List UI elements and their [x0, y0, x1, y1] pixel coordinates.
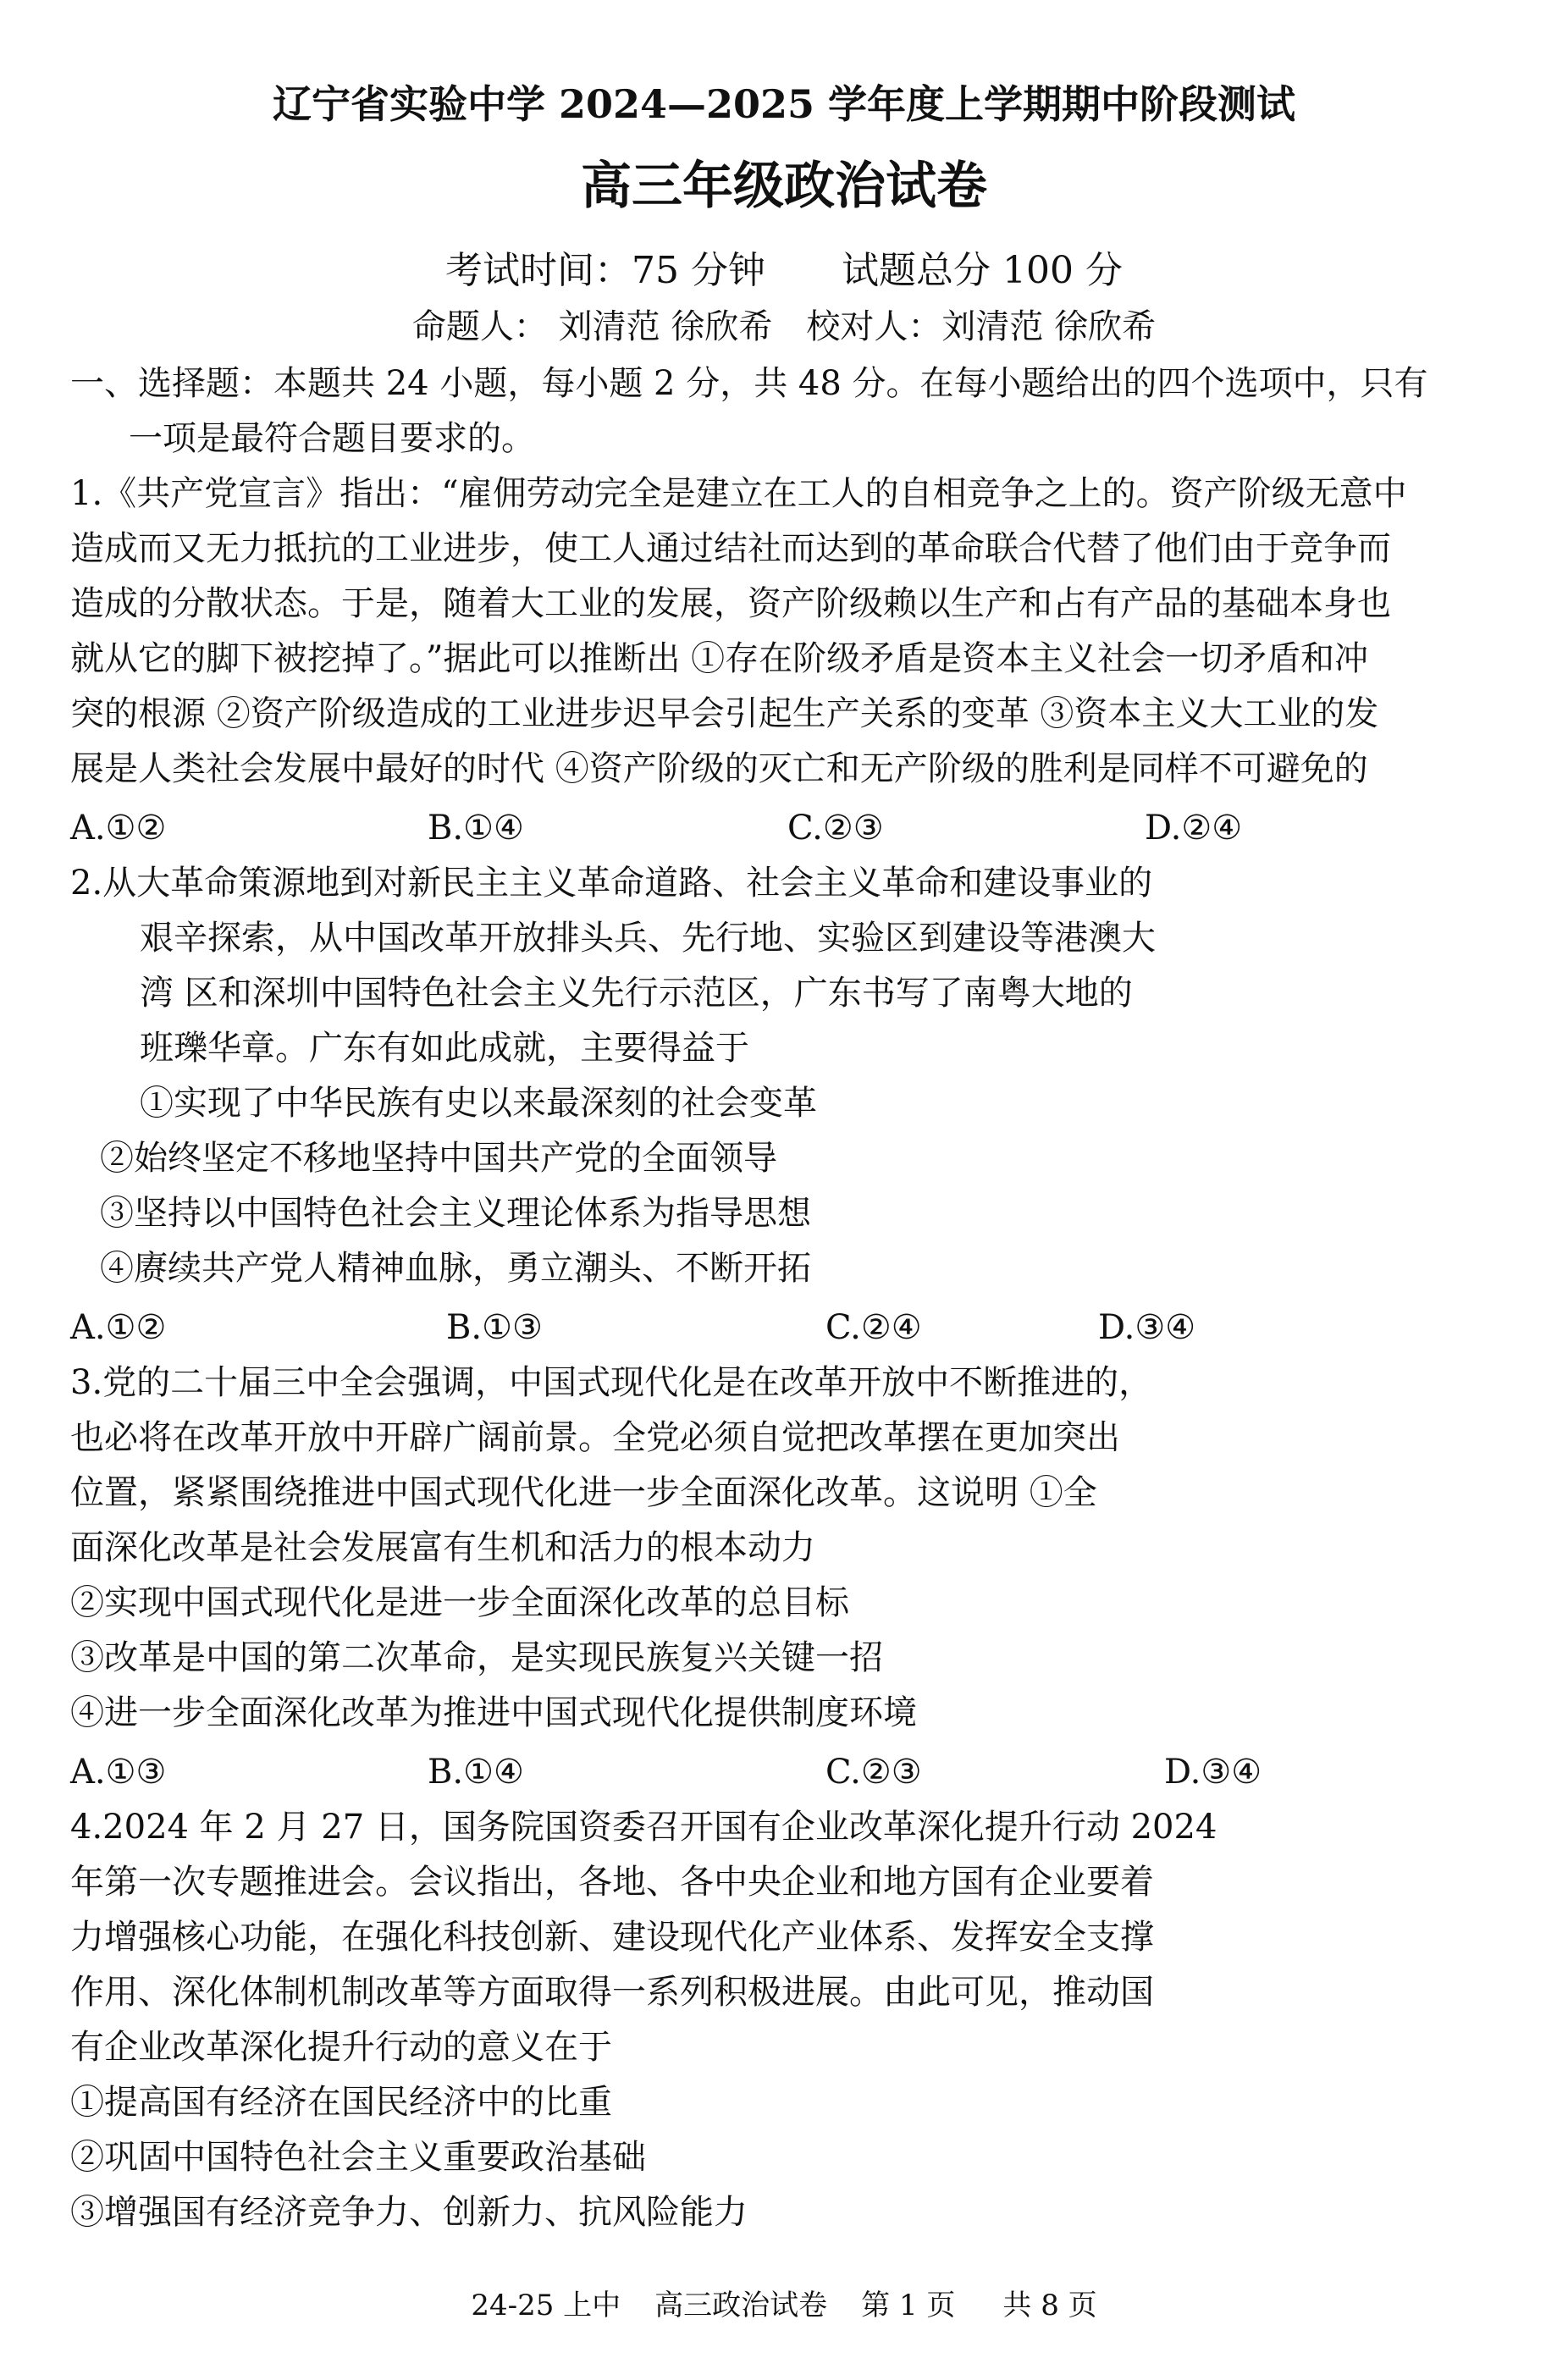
- option-b: B.①④: [428, 1753, 524, 1792]
- paper-title: 高三年级政治试卷: [581, 157, 987, 216]
- question-text-line: 4.2024 年 2 月 27 日，国务院国资委召开国有企业改革深化提升行动 2024: [70, 1808, 1217, 1847]
- question-text-line: 造成而又无力抵抗的工业进步，使工人通过结社而达到的革命联合代替了他们由于竞争而: [70, 529, 1391, 568]
- section-instruction-line-1: 一、选择题：本题共 24 小题，每小题 2 分，共 48 分。在每小题给出的四个选项中，只有: [70, 364, 1428, 403]
- proofreaders: 校对人：刘清范 徐欣希: [806, 307, 1157, 346]
- section-instruction-line-2: 一项是最符合题目要求的。: [129, 419, 535, 458]
- question-text-line: 艰辛探索，从中国改革开放排头兵、先行地、实验区到建设等港澳大: [140, 919, 1156, 958]
- page-footer: [0, 2282, 1568, 2323]
- exam-info: [0, 247, 1568, 295]
- statement-3: ③坚持以中国特色社会主义理论体系为指导思想: [100, 1194, 811, 1233]
- footer-term: 24-25 上中: [471, 2289, 621, 2322]
- option-d: D.③④: [1098, 1308, 1196, 1347]
- option-d: D.②④: [1145, 809, 1243, 848]
- question-text-line: 1.《共产党宣言》指出：“雇佣劳动完全是建立在工人的自相竞争之上的。资产阶级无意中: [70, 474, 1407, 513]
- footer-paper: 高三政治试卷: [654, 2289, 828, 2322]
- statement-1: ①实现了中华民族有史以来最深刻的社会变革: [140, 1084, 817, 1123]
- statement-2: ②巩固中国特色社会主义重要政治基础: [70, 2138, 646, 2177]
- question-text-line: 突的根源 ②资产阶级造成的工业进步迟早会引起生产关系的变革 ③资本主义大工业的发: [70, 694, 1379, 733]
- option-a: A.①③: [70, 1753, 167, 1792]
- statement-2: ②始终坚定不移地坚持中国共产党的全面领导: [100, 1139, 777, 1178]
- question-text-line: 班瓅华章。广东有如此成就，主要得益于: [140, 1029, 749, 1068]
- question-text-line: 3.党的二十届三中全会强调，中国式现代化是在改革开放中不断推进的，: [70, 1363, 1153, 1402]
- question-text-line: 造成的分散状态。于是，随着大工业的发展，资产阶级赖以生产和占有产品的基础本身也: [70, 584, 1391, 623]
- question-text-line: 力增强核心功能，在强化科技创新、建设现代化产业体系、发挥安全支撑: [70, 1918, 1154, 1957]
- question-text-line: 年第一次专题推进会。会议指出，各地、各中央企业和地方国有企业要着: [70, 1863, 1154, 1902]
- question-text-line: 也必将在改革开放中开辟广阔前景。全党必须自觉把改革摆在更加突出: [70, 1418, 1120, 1457]
- question-text-line: 位置，紧紧围绕推进中国式现代化进一步全面深化改革。这说明 ①全: [70, 1473, 1097, 1512]
- question-text-line: 就从它的脚下被挖掉了。”据此可以推断出 ①存在阶级矛盾是资本主义社会一切矛盾和冲: [70, 639, 1369, 678]
- statement-4: ④赓续共产党人精神血脉，勇立潮头、不断开拓: [100, 1249, 811, 1288]
- question-text-line: 展是人类社会发展中最好的时代 ④资产阶级的灭亡和无产阶级的胜利是同样不可避免的: [70, 749, 1368, 788]
- option-a: A.①②: [70, 1308, 167, 1347]
- option-c: C.②③: [825, 1753, 922, 1792]
- school-exam-title: 辽宁省实验中学 2024—2025 学年度上学期期中阶段测试: [272, 81, 1296, 127]
- option-c: C.②③: [787, 809, 884, 848]
- footer-page-number: 第 1 页: [861, 2289, 956, 2322]
- statement-1: ①提高国有经济在国民经济中的比重: [70, 2083, 612, 2122]
- statement-3: ③改革是中国的第二次革命，是实现民族复兴关键一招: [70, 1638, 883, 1677]
- statement-2: ②实现中国式现代化是进一步全面深化改革的总目标: [70, 1583, 849, 1622]
- statement-4: ④进一步全面深化改革为推进中国式现代化提供制度环境: [70, 1693, 917, 1732]
- question-text-line: 作用、深化体制机制改革等方面取得一系列积极进展。由此可见，推动国: [70, 1973, 1154, 2012]
- option-c: C.②④: [825, 1308, 922, 1347]
- option-a: A.①②: [70, 809, 167, 848]
- footer-total-pages: 共 8 页: [1002, 2289, 1097, 2322]
- exam-time: 考试时间：75 分钟: [445, 249, 765, 292]
- total-score: 试题总分 100 分: [842, 249, 1123, 292]
- question-text-line: 有企业改革深化提升行动的意义在于: [70, 2028, 612, 2067]
- question-text-line: 面深化改革是社会发展富有生机和活力的根本动力: [70, 1528, 815, 1567]
- authors: 命题人： 刘清范 徐欣希: [411, 307, 773, 346]
- option-b: B.①④: [428, 809, 524, 848]
- author-info: [0, 303, 1568, 351]
- question-text-line: 湾 区和深圳中国特色社会主义先行示范区，广东书写了南粤大地的: [140, 974, 1133, 1013]
- statement-3: ③增强国有经济竞争力、创新力、抗风险能力: [70, 2193, 748, 2232]
- question-text-line: 2.从大革命策源地到对新民主主义革命道路、社会主义革命和建设事业的: [70, 864, 1153, 903]
- option-b: B.①③: [446, 1308, 543, 1347]
- option-d: D.③④: [1164, 1753, 1262, 1792]
